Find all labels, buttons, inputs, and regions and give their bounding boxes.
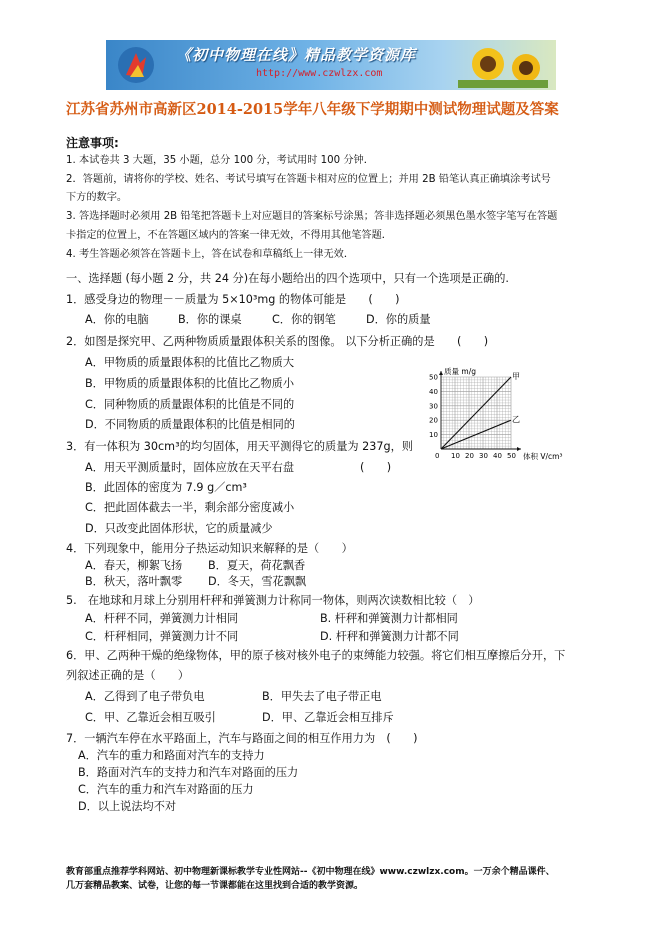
x-tick-label: 10 (451, 452, 460, 460)
site-logo (116, 45, 156, 85)
question-stem-cont: 列叙述正确的是（ ） (66, 669, 190, 682)
option: A．甲物质的质量跟体积的比值比乙物质大 (85, 356, 295, 369)
y-axis-label: 质量 m/g (444, 367, 476, 376)
note-line: 卡指定的位置上，不在答题区域内的答案一律无效，不得用其他笔答题． (66, 230, 392, 241)
option: B．此固体的密度为 7.9 g／cm³ (85, 481, 247, 494)
footer-line: 教育部重点推荐学科网站、初中物理新课标教学专业性网站--《初中物理在线》www.czwlzx.com。一万余个精品课件、 (66, 867, 555, 877)
option: D．你的质量 (366, 313, 431, 326)
section-heading: 一、选择题 (每小题 2 分，共 24 分)在每小题给出的四个选项中，只有一个选项是正确的. (66, 272, 509, 285)
option: C．把此固体截去一半，剩余部分密度减小 (85, 501, 295, 514)
sunflower-image (458, 44, 548, 88)
y-tick-label: 40 (429, 387, 438, 396)
series-label: 乙 (512, 415, 520, 425)
option: A．乙得到了电子带负电 (85, 690, 205, 703)
x-tick-label: 30 (479, 452, 488, 460)
option: A．春天，柳絮飞扬 (85, 559, 183, 572)
option: C．汽车的重力和汽车对路面的压力 (78, 783, 254, 796)
note-line: 下方的数字。 (66, 192, 128, 203)
site-banner (106, 40, 556, 90)
banner-url[interactable]: http://www.czwlzx.com (256, 68, 383, 79)
option: D．甲、乙靠近会相互排斥 (262, 711, 394, 724)
y-tick-label: 30 (429, 402, 438, 411)
question-stem: 2．如图是探究甲、乙两种物质质量跟体积关系的图像。 以下分析正确的是 ( ) (66, 335, 489, 348)
option: B．你的课桌 (178, 313, 242, 326)
question-stem: 5. 在地球和月球上分别用杆秤和弹簧测力计称同一物体，则两次读数相比较（ ） (66, 594, 480, 607)
notes-heading: 注意事项: (66, 136, 119, 150)
option: A．杆秤不同，弹簧测力计相同 (85, 612, 239, 625)
option: B. 杆秤和弹簧测力计都相同 (320, 612, 458, 625)
note-line: 4. 考生答题必须答在答题卡上，答在试卷和草稿纸上一律无效． (66, 249, 355, 260)
option: C．杆秤相同，弹簧测力计不同 (85, 630, 239, 643)
option: B．甲物质的质量跟体积的比值比乙物质小 (85, 377, 295, 390)
option: B．秋天，落叶飘零 (85, 575, 183, 588)
question-stem: 1．感受身边的物理－－质量为 5×10³mg 的物体可能是 ( ) (66, 293, 400, 306)
note-line: 1. 本试卷共 3 大题，35 小题，总分 100 分，考试用时 100 分钟． (66, 155, 374, 166)
x-tick-label: 40 (493, 452, 502, 460)
option: B．夏天，荷花飘香 (208, 559, 306, 572)
y-tick-label: 10 (429, 431, 438, 440)
footer-line: 几万套精品教案、试卷，让您的每一节课都能在这里找到合适的教学资源。 (66, 881, 364, 891)
question-stem: 7．一辆汽车停在水平路面上，汽车与路面之间的相互作用力为 ( ) (66, 732, 418, 745)
question-stem: 3．有一体积为 30cm³的均匀固体，用天平测得它的质量为 237g，则 (66, 440, 413, 453)
x-axis-label: 体积 V/cm³ (523, 452, 563, 461)
x-tick-label: 50 (507, 452, 516, 460)
option: D．只改变此固体形状，它的质量减少 (85, 522, 273, 535)
mass-volume-chart (427, 365, 587, 465)
option: A．汽车的重力和路面对汽车的支持力 (78, 749, 265, 762)
document-title: 江苏省苏州市高新区2014-2015学年八年级下学期期中测试物理试题及答案 (66, 101, 559, 118)
y-tick-label: 20 (429, 416, 438, 425)
question-stem: 4．下列现象中，能用分子热运动知识来解释的是（ ） (66, 542, 353, 555)
option: D．以上说法均不对 (78, 800, 177, 813)
x-axis-arrow (517, 447, 521, 451)
x-tick-label: 20 (465, 452, 474, 460)
note-line: 2．答题前，请将你的学校、姓名、考试号填写在答题卡相对应的位置上；并用 2B 铅笔认真正确填涂考试号 (66, 174, 551, 185)
x-tick-label: 0 (435, 452, 440, 460)
question-stem: 6．甲、乙两种干燥的绝缘物体，甲的原子核对核外电子的束缚能力较强。将它们相互摩擦后分开，下 (66, 649, 566, 662)
option: B．路面对汽车的支持力和汽车对路面的压力 (78, 766, 299, 779)
option: C．甲、乙靠近会相互吸引 (85, 711, 216, 724)
option: D．冬天，雪花飘飘 (208, 575, 307, 588)
option: B．甲失去了电子带正电 (262, 690, 382, 703)
note-line: 3. 答选择题时必须用 2B 铅笔把答题卡上对应题目的答案标号涂黑；答非选择题必须黑色墨水签字笔写在答题 (66, 211, 558, 222)
y-axis-arrow (439, 371, 443, 375)
option: C．同种物质的质量跟体积的比值是不同的 (85, 398, 295, 411)
option: C．你的钢笔 (272, 313, 336, 326)
series-label: 甲 (512, 372, 520, 381)
answer-paren: ( ) (360, 461, 392, 474)
option: D. 杆秤和弹簧测力计都不同 (320, 630, 459, 643)
option: D．不同物质的质量跟体积的比值是相同的 (85, 418, 295, 431)
option: A．用天平测质量时，固体应放在天平右盘 (85, 461, 295, 474)
option: A．你的电脑 (85, 313, 149, 326)
series-line-jia (441, 377, 511, 449)
banner-title: 《初中物理在线》精品教学资源库 (176, 46, 417, 64)
y-tick-label: 50 (429, 373, 438, 382)
